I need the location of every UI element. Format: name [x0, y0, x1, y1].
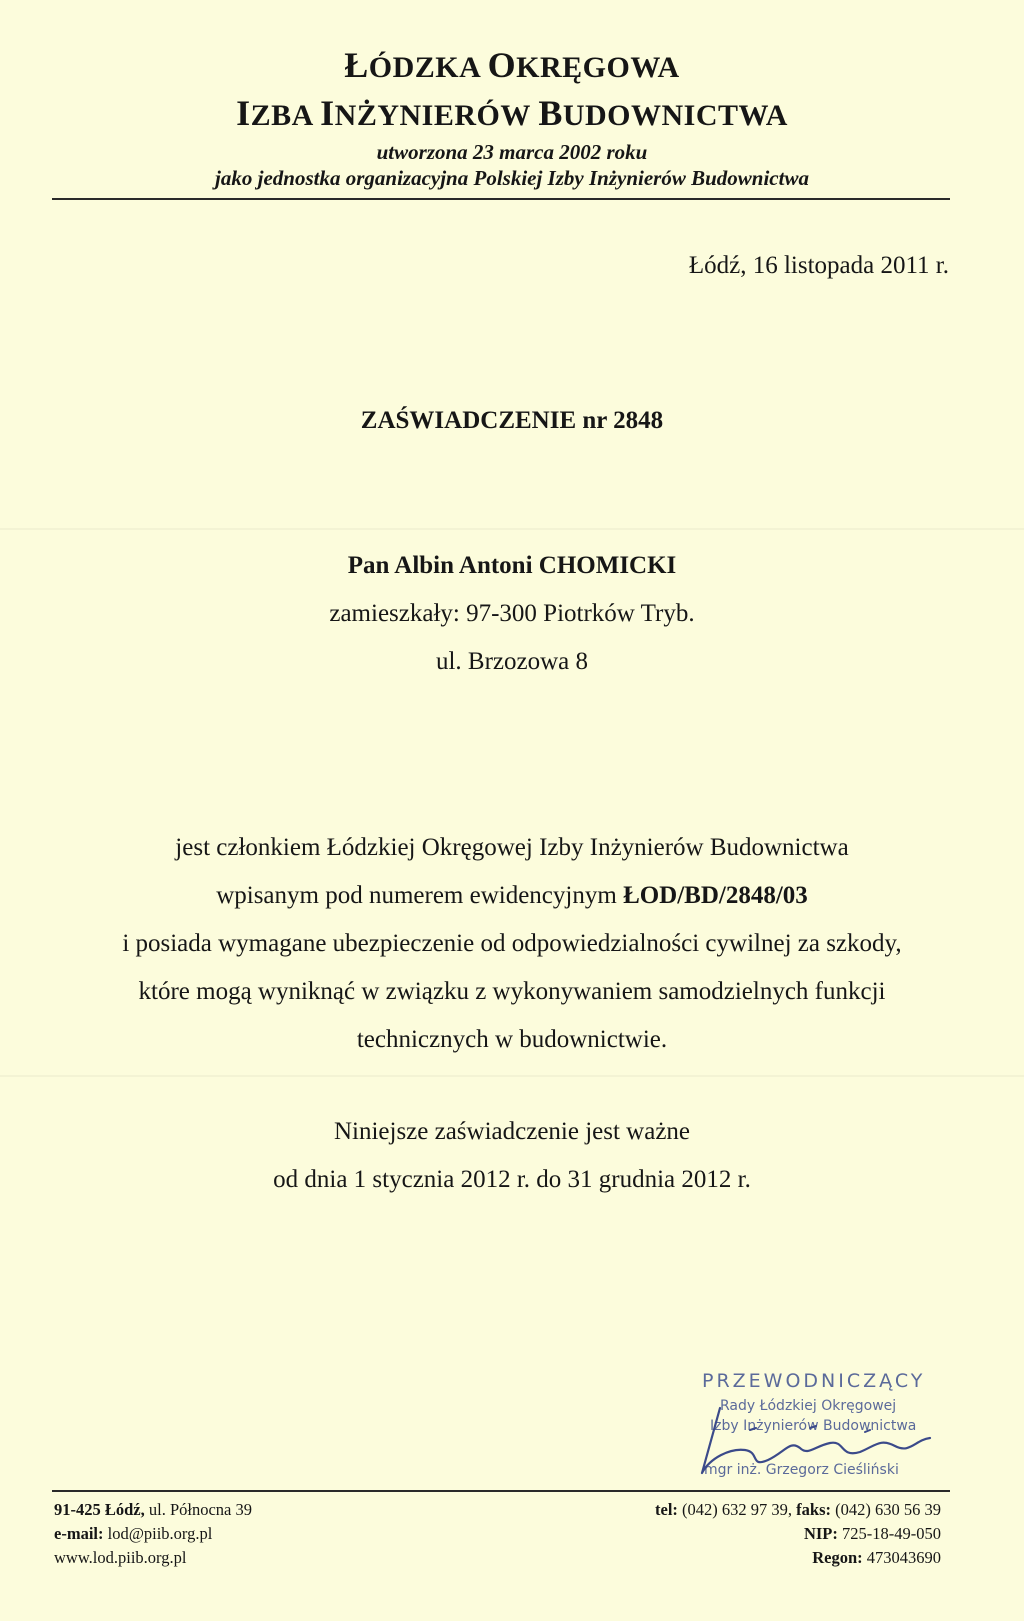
footer-email: e-mail: lod@piib.org.pl: [54, 1524, 213, 1543]
body-line-4: które mogą wyniknąć w związku z wykonywaniem samodzielnych funkcji: [138, 978, 886, 1005]
stamp-line-1: Rady Łódzkiej Okręgowej: [720, 1398, 897, 1414]
chairman-stamp: [690, 1370, 980, 1485]
stamp-name: mgr inż. Grzegorz Cieśliński: [704, 1462, 899, 1478]
validity-line-1: Niniejsze zaświadczenie jest ważne: [333, 1118, 691, 1145]
document-date: Łódź, 16 listopada 2011 r.: [688, 252, 949, 279]
org-name-line2: IZBA INŻYNIERÓW BUDOWNICTWA: [236, 93, 788, 133]
body-line-5: technicznych w budownictwie.: [356, 1026, 668, 1053]
footer-nip: NIP: 725-18-49-050: [803, 1524, 941, 1543]
recipient-address-1: zamieszkały: 97-300 Piotrków Tryb.: [329, 600, 695, 627]
certificate-title: ZAŚWIADCZENIE nr 2848: [360, 407, 664, 434]
header-divider: [52, 198, 950, 200]
org-subtitle-1: utworzona 23 marca 2002 roku: [376, 140, 648, 164]
paper-fold: [0, 528, 1024, 530]
registration-number: ŁOD/BD/2848/03: [623, 882, 808, 909]
org-name-line1: ŁÓDZKA OKRĘGOWA: [344, 45, 680, 85]
footer-website: www.lod.piib.org.pl: [54, 1548, 187, 1567]
footer-address: 91-425 Łódź, ul. Północna 39: [54, 1500, 252, 1519]
body-line-2: wpisanym pod numerem ewidencyjnym ŁOD/BD/2848/03: [216, 882, 808, 909]
footer-phone-fax: tel: (042) 632 97 39, faks: (042) 630 56 39: [655, 1500, 941, 1519]
recipient-name: Pan Albin Antoni CHOMICKI: [347, 552, 677, 579]
footer-divider: [52, 1490, 950, 1492]
paper-fold: [0, 1075, 1024, 1077]
body-line-1: jest członkiem Łódzkiej Okręgowej Izby Inżynierów Budownictwa: [175, 834, 849, 861]
recipient-address-2: ul. Brzozowa 8: [435, 648, 589, 675]
footer-regon: Regon: 473043690: [812, 1548, 941, 1567]
stamp-heading: PRZEWODNICZĄCY: [702, 1370, 926, 1392]
body-line-3: i posiada wymagane ubezpieczenie od odpowiedzialności cywilnej za szkody,: [122, 930, 902, 957]
validity-line-2: od dnia 1 stycznia 2012 r. do 31 grudnia 2012 r.: [273, 1166, 751, 1193]
org-subtitle-2: jako jednostka organizacyjna Polskiej Izby Inżynierów Budownictwa: [215, 166, 809, 190]
stamp-line-2: Izby Inżynierów Budownictwa: [710, 1418, 917, 1434]
signature: [690, 1388, 990, 1488]
